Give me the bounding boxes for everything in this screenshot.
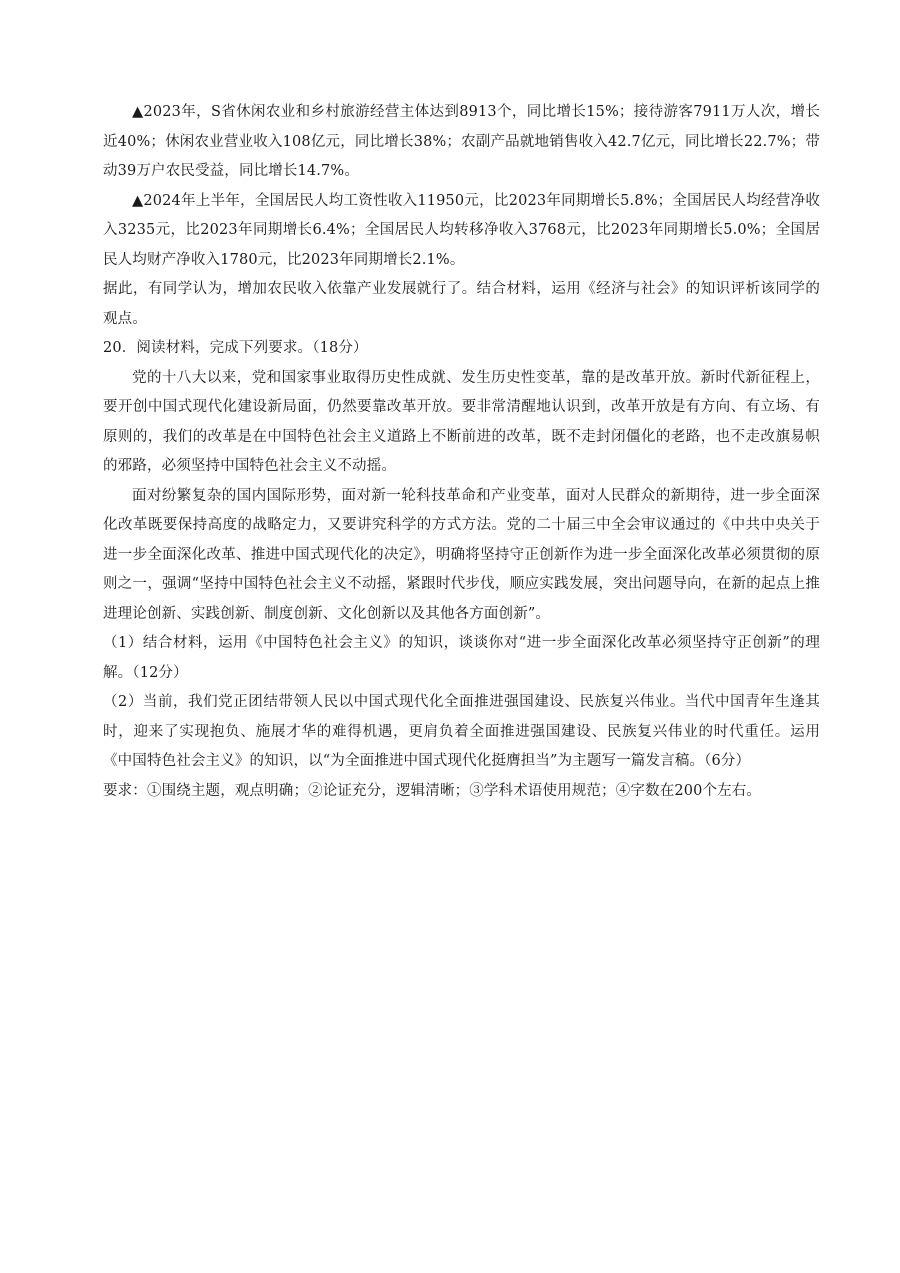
question-20-sub-1: （1）结合材料，运用《中国特色社会主义》的知识，谈谈你对“进一步全面深化改革必须坚持守正创新”的理解。（12分）	[103, 635, 820, 681]
question-20-requirements: 要求：①围绕主题，观点明确；②论证充分，逻辑清晰；③学科术语使用规范；④字数在200个左右。	[103, 782, 762, 799]
question-19-prompt: 据此，有同学认为，增加农民收入依靠产业发展就行了。结合材料，运用《经济与社会》的知识评析该同学的观点。	[103, 281, 820, 327]
question-20-material-paragraph-1: 党的十八大以来，党和国家事业取得历史性成就、发生历史性变革，靠的是改革开放。新时代新征程上，要开创中国式现代化建设新局面，仍然要靠改革开放。要非常清醒地认识到，改革开放是有方向、有立场、有原则的，我们的改革是在中国特色社会主义道路上不断前进的改革，既不走封闭僵化的老路，也不走改旗易帜的邪路，必须坚持中国特色社会主义不动摇。	[103, 369, 820, 474]
question-20-sub-2: （2）当前，我们党正团结带领人民以中国式现代化全面推进强国建设、民族复兴伟业。当代中国青年生逢其时，迎来了实现抱负、施展才华的难得机遇，更肩负着全面推进强国建设、民族复兴伟业的时代重任。运用《中国特色社会主义》的知识，以“为全面推进中国式现代化挺膺担当”为主题写一篇发言稿。（6分）	[103, 694, 820, 769]
material-bullet-2024: ▲2024年上半年，全国居民人均工资性收入11950元，比2023年同期增长5.8%；全国居民人均经营净收入3235元，比2023年同期增长6.4%；全国居民人均转移净收入3768元，比2023年同期增长5.0%；全国居民人均财产净收入1780元，比2023年同期增长2.1%。	[103, 192, 820, 268]
question-20-material-paragraph-2: 面对纷繁复杂的国内国际形势，面对新一轮科技革命和产业变革，面对人民群众的新期待，进一步全面深化改革既要保持高度的战略定力，又要讲究科学的方式方法。党的二十届三中全会审议通过的《中共中央关于进一步全面深化改革、推进中国式现代化的决定》，明确将坚持守正创新作为进一步全面深化改革必须贯彻的原则之一，强调“坚持中国特色社会主义不动摇，紧跟时代步伐，顺应实践发展，突出问题导向，在新的起点上推进理论创新、实践创新、制度创新、文化创新以及其他各方面创新”。	[103, 487, 820, 622]
question-20-title: 20．阅读材料，完成下列要求。（18分）	[103, 340, 368, 356]
material-bullet-2023: ▲2023年，S省休闲农业和乡村旅游经营主体达到8913个，同比增长15%；接待游客7911万人次，增长近40%；休闲农业营业收入108亿元，同比增长38%；农副产品就地销售收入42.7亿元，同比增长22.7%；带动39万户农民受益，同比增长14.7%。	[103, 104, 820, 179]
